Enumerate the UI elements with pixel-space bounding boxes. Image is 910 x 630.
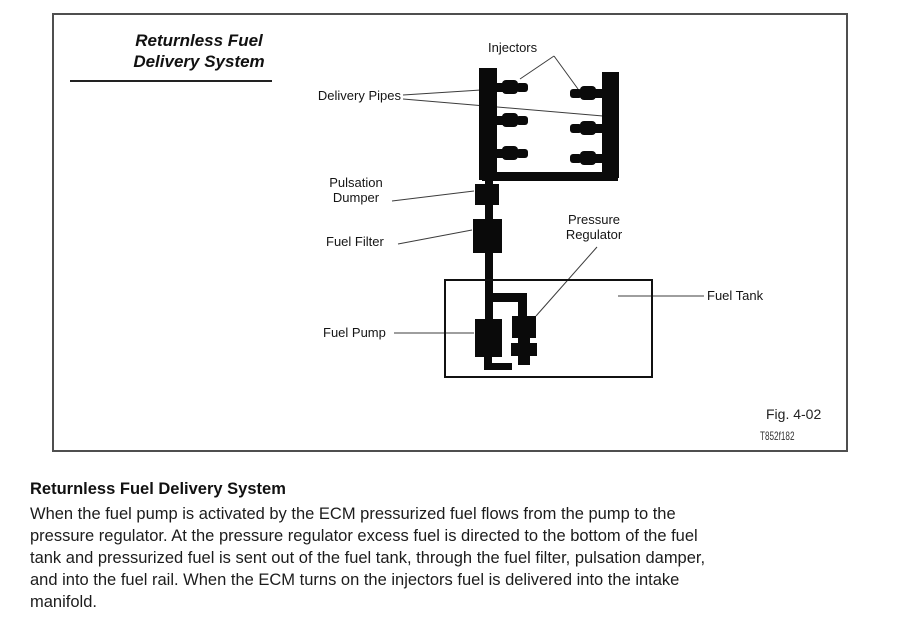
leader-line-pulsation-damper <box>392 191 474 201</box>
body-line: pressure regulator. At the pressure regulator excess fuel is directed to the bottom of the fuel <box>30 527 698 545</box>
injector-icon <box>569 120 603 136</box>
body-paragraph <box>30 503 890 613</box>
body-line: and into the fuel rail. When the ECM turns on the injectors fuel is delivered into the intake <box>30 571 680 589</box>
injector-body <box>580 151 596 165</box>
injector-tip <box>570 154 582 163</box>
injector-icon <box>569 85 603 101</box>
leader-lines <box>54 15 846 450</box>
pulsation-damper-label-line2: Dumper <box>332 189 380 205</box>
figure-title-line2: Delivery System <box>133 51 265 71</box>
pressure-regulator-label <box>554 213 634 242</box>
fuel-filter-label: Fuel Filter <box>326 234 384 249</box>
figure-title-line1: Returnless Fuel <box>135 31 263 50</box>
right-delivery-pipe <box>602 72 619 178</box>
fuel-filter-shape <box>473 219 502 253</box>
pressure-regulator-label-line1: Pressure <box>567 212 621 227</box>
pulsation-damper-label <box>316 176 396 205</box>
rail-connector-pipe <box>482 172 618 181</box>
injector-tip <box>570 124 582 133</box>
body-line: manifold. <box>30 593 97 611</box>
pressure-regulator-label-line2: Regulator <box>565 226 623 242</box>
figure-frame <box>52 13 848 452</box>
injector-icon <box>569 150 603 166</box>
fuel-pump-label: Fuel Pump <box>323 325 386 340</box>
leader-line-injector-left <box>520 56 554 79</box>
figure-number: Fig. 4-02 <box>766 406 822 422</box>
leader-line-delivery-pipe-left <box>403 90 481 95</box>
injector-icon <box>495 112 529 128</box>
injector-icon <box>495 79 529 95</box>
leader-line-fuel-filter <box>398 230 472 244</box>
injector-tip <box>570 89 582 98</box>
body-line: tank and pressurized fuel is sent out of the fuel tank, through the fuel filter, pulsation damper, <box>30 549 706 567</box>
pulsation-damper-shape <box>475 184 499 205</box>
delivery-pipes-label: Delivery Pipes <box>317 88 401 103</box>
fuel-tank-label: Fuel Tank <box>707 288 764 303</box>
injector-tip <box>516 83 528 92</box>
injector-tip <box>516 116 528 125</box>
pulsation-damper-label-line1: Pulsation <box>329 175 383 190</box>
injectors-label: Injectors <box>488 40 538 55</box>
pressure-regulator-stub <box>518 355 530 365</box>
injector-body <box>580 121 596 135</box>
body-line: When the fuel pump is activated by the ECM pressurized fuel flows from the pump to the <box>30 505 676 523</box>
pressure-regulator-shape <box>512 316 536 338</box>
fuel-pump-shape <box>475 319 502 357</box>
body-heading: Returnless Fuel Delivery System <box>30 480 286 498</box>
injector-icon <box>495 145 529 161</box>
injector-tip <box>516 149 528 158</box>
figure-code: T852f182 <box>760 429 795 443</box>
fuel-pump-foot-horizontal <box>484 363 512 370</box>
injector-body <box>580 86 596 100</box>
